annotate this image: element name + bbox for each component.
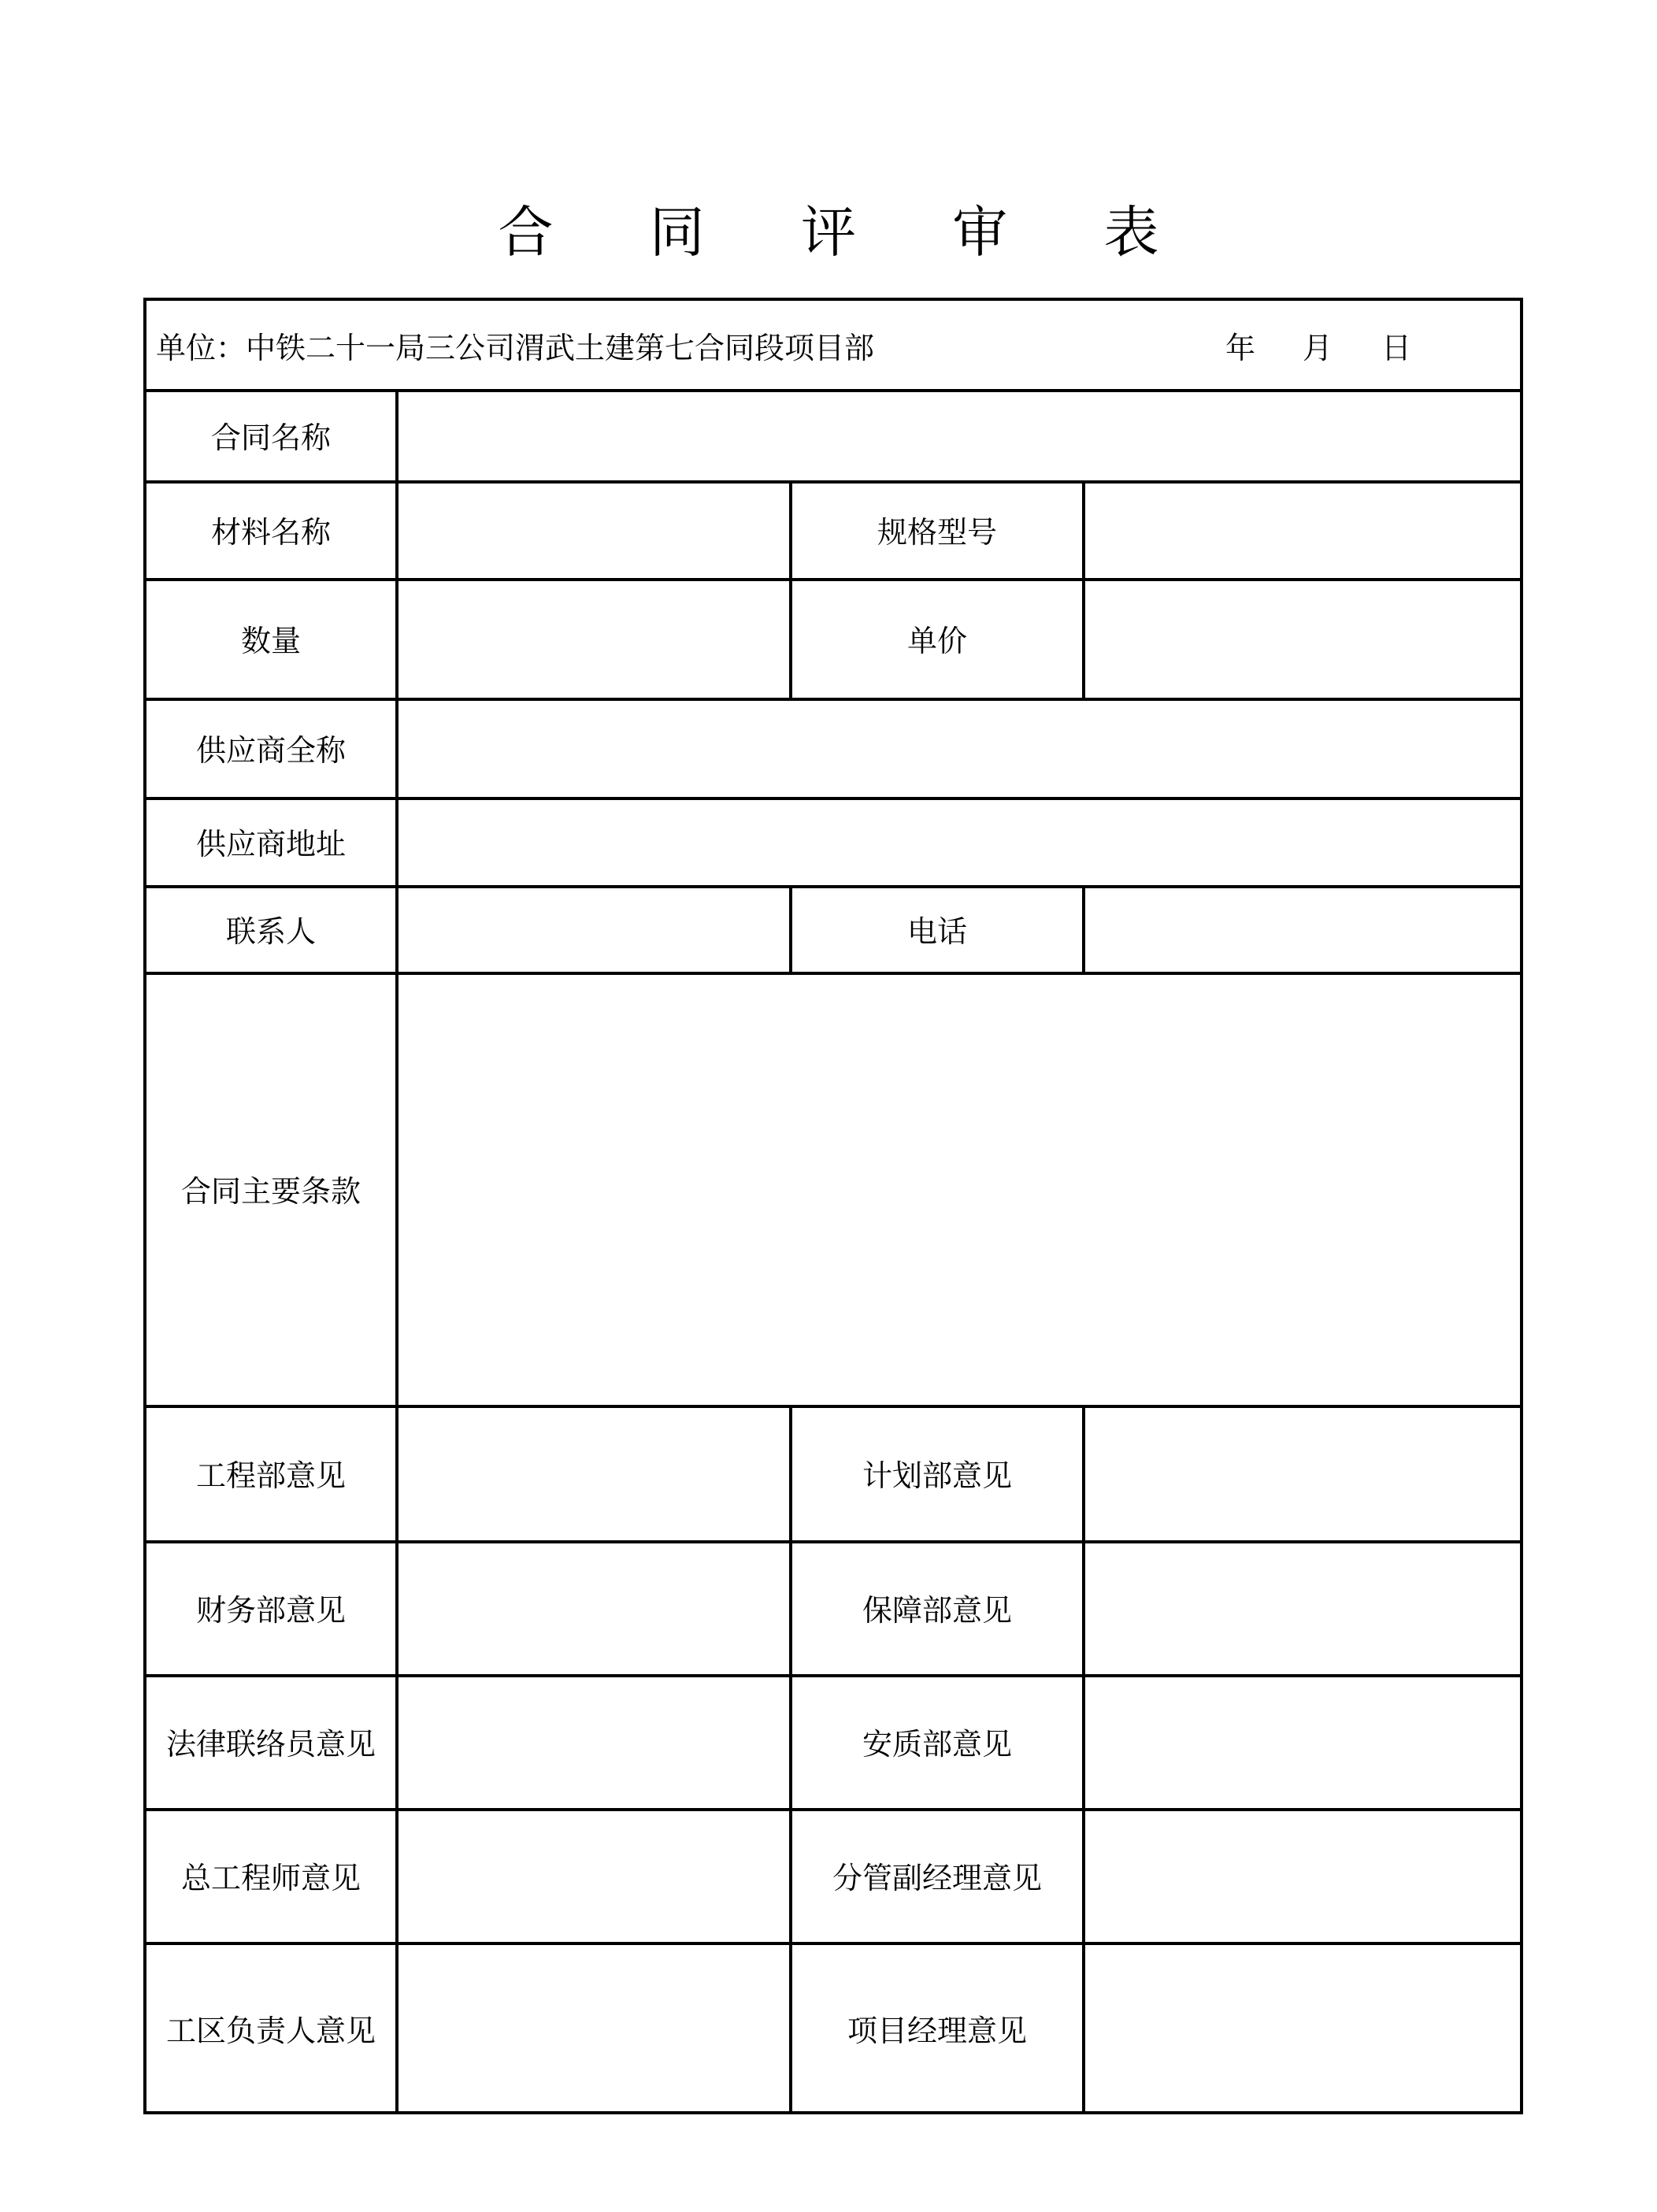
chief-engineer-field[interactable] <box>398 1811 789 1942</box>
work-area-head-label: 工区负责人意见 <box>165 2014 376 2048</box>
unit-label: 单位：中铁二十一局三公司渭武土建第七合同段项目部 <box>156 330 875 365</box>
contract-review-form <box>143 298 1523 2114</box>
engineering-dept-label: 工程部意见 <box>195 1458 346 1493</box>
legal-liaison-label: 法律联络员意见 <box>165 1726 376 1762</box>
support-dept-label: 保障部意见 <box>862 1592 1012 1628</box>
chief-engineer-label: 总工程师意见 <box>180 1860 361 1895</box>
finance-dept-label: 财务部意见 <box>195 1592 346 1628</box>
main-terms-label: 合同主要条款 <box>180 1173 361 1209</box>
page-title: 合 同 评 审 表 <box>498 200 1199 265</box>
main-terms-field[interactable] <box>398 975 1520 1405</box>
spec-model-label: 规格型号 <box>877 514 997 550</box>
quantity-field[interactable] <box>398 581 789 698</box>
day-label: 日 <box>1381 330 1412 365</box>
unit-price-field[interactable] <box>1085 581 1520 698</box>
contact-person-field[interactable] <box>398 888 789 972</box>
material-name-field[interactable] <box>398 484 789 578</box>
safety-quality-dept-field[interactable] <box>1085 1677 1520 1808</box>
contact-person-label: 联系人 <box>225 913 316 949</box>
supplier-full-name-field[interactable] <box>398 701 1520 797</box>
safety-quality-dept-label: 安质部意见 <box>862 1726 1012 1762</box>
supplier-address-label: 供应商地址 <box>195 826 346 861</box>
support-dept-field[interactable] <box>1085 1543 1520 1674</box>
contract-name-label: 合同名称 <box>210 420 331 455</box>
material-name-label: 材料名称 <box>210 514 331 550</box>
unit-price-label: 单价 <box>906 623 967 658</box>
engineering-dept-field[interactable] <box>398 1408 789 1540</box>
month-label: 月 <box>1303 330 1333 365</box>
year-label: 年 <box>1225 330 1256 365</box>
planning-dept-label: 计划部意见 <box>862 1458 1012 1493</box>
quantity-label: 数量 <box>240 623 301 658</box>
legal-liaison-field[interactable] <box>398 1677 789 1808</box>
deputy-manager-label: 分管副经理意见 <box>832 1860 1042 1895</box>
deputy-manager-field[interactable] <box>1085 1811 1520 1942</box>
project-manager-label: 项目经理意见 <box>847 2014 1027 2048</box>
phone-field[interactable] <box>1085 888 1520 972</box>
spec-model-field[interactable] <box>1085 484 1520 578</box>
phone-label: 电话 <box>906 913 967 949</box>
contract-name-field[interactable] <box>398 392 1520 480</box>
supplier-address-field[interactable] <box>398 800 1520 885</box>
finance-dept-field[interactable] <box>398 1543 789 1674</box>
planning-dept-field[interactable] <box>1085 1408 1520 1540</box>
project-manager-field[interactable] <box>1085 1945 1520 2114</box>
work-area-head-field[interactable] <box>398 1945 789 2114</box>
supplier-full-name-label: 供应商全称 <box>195 732 346 768</box>
